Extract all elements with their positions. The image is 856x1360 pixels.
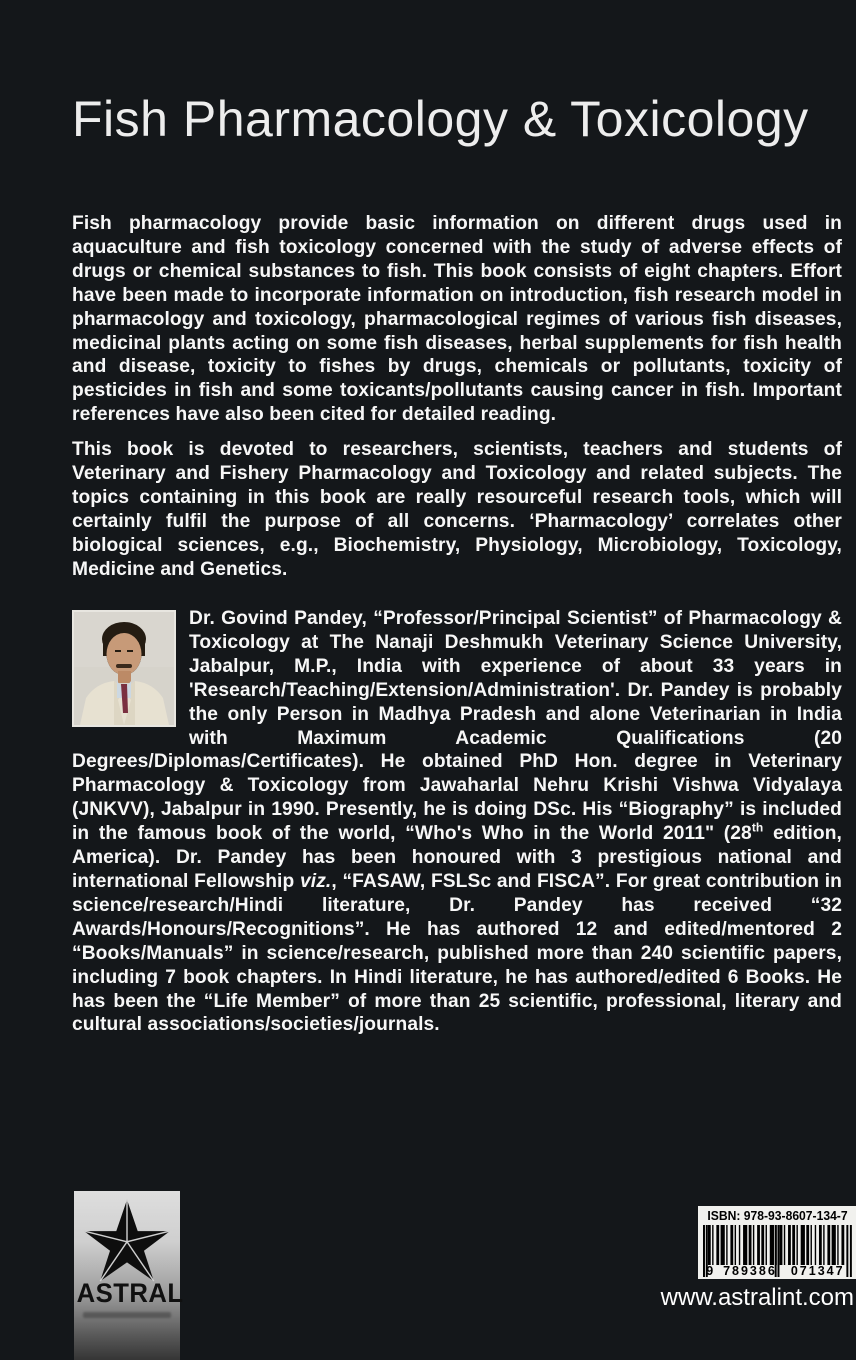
bio-text-3: , “FASAW, FSLSc and FISCA”. For great contribution in science/research/Hindi literature, Dr. Pandey has received “32 Awards/Honours/Recognitions”. He has authored 12 and edited/mentored 2 “Books/Manuals” in science/research, published more than 240 scientific papers, including 7 book chapters. In Hindi literature, he has authored/edited 6 Books. He has been the “Life Member” of more than 25 scientific, professional, literary and cultural associations/societies/journals. [72, 870, 842, 1036]
bio-text-2: edition, America). Dr. Pandey has been honoured with 3 prestigious national and international Fellowship [72, 823, 842, 892]
barcode-digit-group: 789386 [723, 1264, 777, 1278]
blurb-paragraph-1: Fish pharmacology provide basic information on different drugs used in aquaculture and fish toxicology concerned with the study of adverse effects of drugs or chemical substances to fish. This book consists of eight chapters. Effort have been made to incorporate information on introduction, fish research model in pharmacology and toxicology, pharmacological regimes of various fish diseases, medicinal plants acting on some fish diseases, herbal supplements for fish health and disease, toxicity to fishes by drugs, chemicals or pollutants, toxicity of pesticides in fish and some toxicants/pollutants causing cancer in fish. Important references have also been cited for detailed reading. [72, 213, 842, 426]
author-bio [72, 607, 842, 1037]
publisher-logo [74, 1191, 184, 1360]
bio-text-1: Dr. Govind Pandey, “Professor/Principal Scientist” of Pharmacology & Toxicology at The Nanaji Deshmukh Veterinary Science University, Jabalpur, M.P., India with experience of about 33 years in 'Research/Teaching/Extension/Administration'. Dr. Pandey is probably the only Person in Madhya Pradesh and alone Veterinarian in India with Maximum Academic Qualifications (20 Degrees/Diplomas/Certificates). He obtained PhD Hon. degree in Veterinary Pharmacology & Toxicology from Jawaharlal Nehru Krishi Vishwa Vidyalaya (JNKVV), Jabalpur in 1990. Presently, he is doing DSc. His “Biography” is included in the famous book of the world, “Who's Who in the World 2011" (28 [72, 608, 842, 845]
star-icon [82, 1198, 172, 1282]
publisher-tagline-blur [83, 1312, 171, 1318]
blurb-paragraph-2: This book is devoted to researchers, scientists, teachers and students of Veterinary and Fishery Pharmacology and Toxicology and related subjects. The topics containing in this book are really resourceful research tools, which will certainly fulfil the purpose of all concerns. ‘Pharmacology’ correlates other biological sciences, e.g., Biochemistry, Physiology, Microbiology, Toxicology, Medicine and Genetics. [72, 439, 842, 580]
barcode-digits [703, 1264, 852, 1278]
barcode-digit-group: 071347 [790, 1264, 845, 1278]
book-title: Fish Pharmacology & Toxicology [72, 91, 809, 147]
publisher-name: ASTRAL [76, 1278, 184, 1308]
bio-viz-italic: viz. [300, 870, 332, 892]
publisher-website: www.astralint.com [660, 1284, 854, 1311]
author-portrait-photo [72, 610, 176, 727]
bio-superscript: th [751, 820, 764, 835]
isbn-barcode-block [698, 1206, 856, 1279]
author-portrait-image [74, 612, 174, 725]
barcode [703, 1225, 852, 1277]
isbn-number: ISBN: 978-93-8607-134-7 [707, 1209, 848, 1223]
barcode-digit-group: 9 [706, 1264, 714, 1278]
